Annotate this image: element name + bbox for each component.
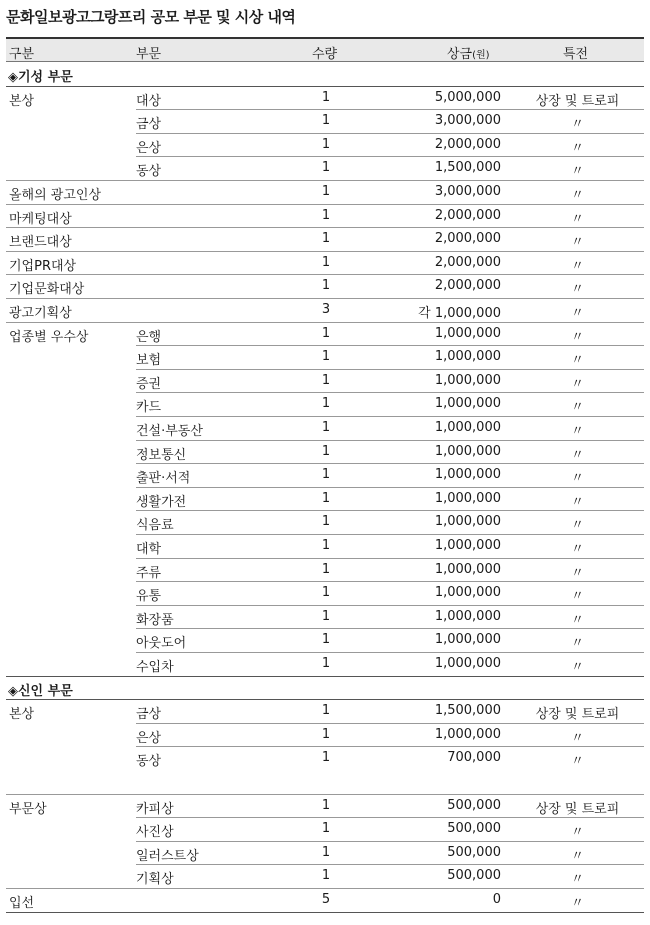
benefit-text: 〃 xyxy=(570,612,584,628)
category-label: 마케팅대상 xyxy=(9,211,72,227)
benefit-text: 〃 xyxy=(570,825,584,841)
division-label: 카피상 xyxy=(136,801,174,817)
table-row xyxy=(6,723,644,747)
benefit-text: 〃 xyxy=(570,140,584,156)
benefit-text: 〃 xyxy=(570,211,584,227)
table-row xyxy=(6,298,644,322)
table-row xyxy=(6,888,644,912)
prize-amount: 1,000,000 xyxy=(434,585,501,601)
table-row xyxy=(6,109,644,133)
quantity-value: 5 xyxy=(321,892,331,907)
header-benefit: 특전 xyxy=(563,47,589,62)
benefit-text: 〃 xyxy=(570,518,584,534)
benefit-text: 〃 xyxy=(570,188,584,203)
quantity-value: 1 xyxy=(321,703,331,719)
division-label: 일러스트상 xyxy=(136,848,199,864)
benefit-text: 〃 xyxy=(570,353,584,369)
division-label: 동상 xyxy=(136,754,162,770)
prize-amount: 각 1,000,000 xyxy=(418,306,501,321)
benefit-text: 〃 xyxy=(570,754,584,770)
division-label: 주류 xyxy=(136,565,162,581)
prize-amount: 1,000,000 xyxy=(434,490,501,506)
prize-amount: 1,000,000 xyxy=(434,632,501,648)
prize-amount: 3,000,000 xyxy=(434,184,501,199)
division-label: 카드 xyxy=(136,400,162,416)
benefit-text: 〃 xyxy=(570,282,584,298)
table-header xyxy=(6,37,644,62)
row-divider xyxy=(6,912,644,913)
benefit-text: 〃 xyxy=(570,542,584,557)
header-division: 부문 xyxy=(136,47,162,62)
table-row xyxy=(6,581,644,605)
table-row xyxy=(6,510,644,534)
table-row xyxy=(6,864,644,888)
division-label: 대학 xyxy=(136,542,162,557)
benefit-text: 〃 xyxy=(570,636,584,652)
division-label: 유통 xyxy=(136,589,162,605)
table-row xyxy=(6,605,644,629)
prize-amount: 1,000,000 xyxy=(434,561,501,577)
table-row xyxy=(6,794,644,818)
prize-amount: 500,000 xyxy=(447,821,501,837)
category-label: 브랜드대상 xyxy=(9,235,72,251)
quantity-value: 1 xyxy=(321,726,331,742)
benefit-text: 〃 xyxy=(570,258,584,274)
division-label: 아웃도어 xyxy=(136,636,187,652)
division-label: 보험 xyxy=(136,353,162,369)
table-row xyxy=(6,534,644,558)
quantity-value: 1 xyxy=(321,396,331,412)
table-row xyxy=(6,487,644,511)
benefit-text: 〃 xyxy=(570,376,584,392)
quantity-value: 1 xyxy=(321,656,331,671)
quantity-value: 1 xyxy=(321,585,331,601)
benefit-text: 〃 xyxy=(570,306,584,321)
category-label: 올해의 광고인상 xyxy=(9,188,102,203)
quantity-value: 1 xyxy=(321,750,331,766)
prize-amount: 2,000,000 xyxy=(434,207,501,223)
benefit-text: 〃 xyxy=(570,400,584,416)
quantity-value: 1 xyxy=(321,797,331,813)
prize-amount: 1,000,000 xyxy=(434,325,501,341)
table-row xyxy=(6,204,644,228)
section-title: ◈신인 부문 xyxy=(8,683,73,699)
table-row xyxy=(6,841,644,865)
quantity-value: 1 xyxy=(321,372,331,388)
page-title: 문화일보광고그랑프리 공모 부문 및 시상 내역 xyxy=(6,8,296,26)
quantity-value: 1 xyxy=(321,420,331,435)
prize-amount: 1,000,000 xyxy=(434,396,501,412)
table-row xyxy=(6,345,644,369)
table-row xyxy=(6,416,644,440)
section-heading xyxy=(6,62,644,86)
benefit-text: 〃 xyxy=(570,447,584,463)
table-row xyxy=(6,817,644,841)
quantity-value: 1 xyxy=(321,349,331,365)
prize-amount: 1,000,000 xyxy=(434,349,501,365)
prize-amount: 1,000,000 xyxy=(434,467,501,483)
benefit-text: 〃 xyxy=(570,848,584,864)
prize-amount: 2,000,000 xyxy=(434,278,501,294)
table-row xyxy=(6,746,644,770)
quantity-value: 1 xyxy=(321,160,331,176)
prize-amount: 1,500,000 xyxy=(434,160,501,176)
table-row xyxy=(6,628,644,652)
section-title: ◈기성 부문 xyxy=(8,70,73,85)
quantity-value: 1 xyxy=(321,113,331,129)
quantity-value: 1 xyxy=(321,632,331,648)
division-label: 은상 xyxy=(136,140,162,156)
quantity-value: 1 xyxy=(321,184,331,199)
quantity-value: 1 xyxy=(321,443,331,459)
category-label: 광고기획상 xyxy=(9,306,72,321)
benefit-text: 상장 및 트로피 xyxy=(535,707,620,723)
table-row xyxy=(6,227,644,251)
category-label: 기업문화대상 xyxy=(9,282,85,298)
prize-amount: 2,000,000 xyxy=(434,254,501,270)
quantity-value: 1 xyxy=(321,608,331,624)
division-label: 대상 xyxy=(136,93,162,109)
prize-amount: 500,000 xyxy=(447,844,501,860)
division-label: 기획상 xyxy=(136,872,174,888)
table-row xyxy=(6,133,644,157)
table-row xyxy=(6,463,644,487)
table-row xyxy=(6,86,644,110)
table-row xyxy=(6,392,644,416)
table-row xyxy=(6,180,644,204)
division-label: 사진상 xyxy=(136,825,174,841)
quantity-value: 1 xyxy=(321,278,331,294)
benefit-text: 〃 xyxy=(570,235,584,251)
division-label: 은행 xyxy=(136,329,162,345)
table-row xyxy=(6,369,644,393)
division-label: 건설·부동산 xyxy=(136,424,203,439)
prize-amount: 5,000,000 xyxy=(434,89,501,105)
category-label: 기업PR대상 xyxy=(9,258,77,274)
division-label: 생활가전 xyxy=(136,494,187,510)
quantity-value: 1 xyxy=(321,207,331,223)
category-label: 입선 xyxy=(9,896,35,911)
table-row xyxy=(6,558,644,582)
quantity-value: 1 xyxy=(321,561,331,577)
header-prize xyxy=(447,43,490,62)
category-label: 본상 xyxy=(9,93,35,109)
prize-amount: 1,000,000 xyxy=(434,420,501,435)
table-row xyxy=(6,156,644,180)
benefit-text: 〃 xyxy=(570,117,584,133)
benefit-text: 〃 xyxy=(570,872,584,888)
quantity-value: 1 xyxy=(321,254,331,270)
prize-amount: 3,000,000 xyxy=(434,113,501,129)
prize-amount: 700,000 xyxy=(447,750,501,766)
division-label: 출판·서적 xyxy=(136,471,191,487)
prize-amount: 0 xyxy=(492,892,501,907)
quantity-value: 1 xyxy=(321,467,331,483)
prize-amount: 1,000,000 xyxy=(434,372,501,388)
quantity-value: 1 xyxy=(321,844,331,860)
benefit-text: 〃 xyxy=(570,730,584,746)
quantity-value: 1 xyxy=(321,231,331,247)
benefit-text: 〃 xyxy=(570,164,584,180)
division-label: 식음료 xyxy=(136,518,174,534)
header-prize-unit: (원) xyxy=(472,50,490,61)
quantity-value: 1 xyxy=(321,325,331,341)
division-label: 동상 xyxy=(136,164,162,180)
table-row xyxy=(6,322,644,346)
prize-amount: 1,000,000 xyxy=(434,656,501,671)
category-label: 본상 xyxy=(9,707,35,723)
division-label: 증권 xyxy=(136,376,162,392)
table-row xyxy=(6,652,644,676)
table-row xyxy=(6,274,644,298)
prize-amount: 2,000,000 xyxy=(434,136,501,152)
table-row xyxy=(6,251,644,275)
header-category: 구분 xyxy=(9,47,35,62)
quantity-value: 1 xyxy=(321,514,331,530)
section-heading xyxy=(6,676,644,700)
benefit-text: 상장 및 트로피 xyxy=(535,801,620,817)
benefit-text: 〃 xyxy=(570,660,584,675)
division-label: 금상 xyxy=(136,117,162,133)
prize-amount: 500,000 xyxy=(447,868,501,884)
division-label: 은상 xyxy=(136,730,162,746)
header-quantity: 수량 xyxy=(312,47,338,62)
prize-amount: 1,500,000 xyxy=(434,703,501,719)
quantity-value: 3 xyxy=(321,302,331,317)
category-label: 업종별 우수상 xyxy=(9,329,89,345)
quantity-value: 1 xyxy=(321,490,331,506)
header-prize-label: 상금 xyxy=(447,47,473,62)
benefit-text: 〃 xyxy=(570,494,584,510)
benefit-text: 상장 및 트로피 xyxy=(535,93,620,109)
division-label: 금상 xyxy=(136,707,162,723)
division-label: 정보통신 xyxy=(136,447,187,463)
benefit-text: 〃 xyxy=(570,896,584,911)
prize-amount: 1,000,000 xyxy=(434,608,501,624)
prize-amount: 500,000 xyxy=(447,797,501,813)
quantity-value: 1 xyxy=(321,821,331,837)
quantity-value: 1 xyxy=(321,89,331,105)
benefit-text: 〃 xyxy=(570,424,584,439)
benefit-text: 〃 xyxy=(570,471,584,487)
quantity-value: 1 xyxy=(321,136,331,152)
quantity-value: 1 xyxy=(321,868,331,884)
table-row xyxy=(6,699,644,723)
prize-amount: 1,000,000 xyxy=(434,443,501,459)
division-label: 화장품 xyxy=(136,612,174,628)
division-label: 수입차 xyxy=(136,660,174,675)
table-row xyxy=(6,440,644,464)
prize-amount: 1,000,000 xyxy=(434,538,501,553)
prize-amount: 2,000,000 xyxy=(434,231,501,247)
quantity-value: 1 xyxy=(321,538,331,553)
benefit-text: 〃 xyxy=(570,589,584,605)
category-label: 부문상 xyxy=(9,801,47,817)
prize-amount: 1,000,000 xyxy=(434,514,501,530)
benefit-text: 〃 xyxy=(570,565,584,581)
prize-amount: 1,000,000 xyxy=(434,726,501,742)
benefit-text: 〃 xyxy=(570,329,584,345)
